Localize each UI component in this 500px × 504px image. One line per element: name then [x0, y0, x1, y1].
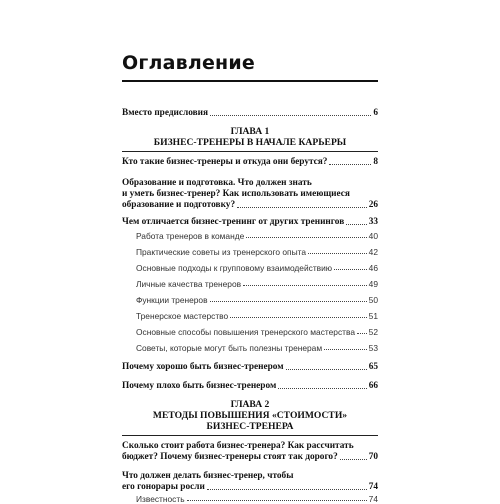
leader-dots: [308, 253, 367, 254]
leader-dots: [357, 333, 367, 334]
toc-entry-text: образование и подготовку?: [122, 200, 236, 210]
toc-entry-text: Почему хорошо быть бизнес-тренером: [122, 362, 284, 372]
toc-page-number: 42: [368, 247, 378, 257]
toc-entry-text: Сколько стоит работа бизнес-тренера? Как рассчитать: [122, 441, 354, 451]
toc-subentry[interactable]: [122, 343, 378, 353]
toc-subentry[interactable]: [122, 247, 378, 257]
toc-page-number: 70: [368, 452, 378, 462]
toc-entry-text: Советы, которые могут быть полезны тренерам: [136, 343, 323, 353]
toc-page-number: 40: [368, 231, 378, 241]
toc-page-number: 50: [368, 295, 378, 305]
toc-subentry[interactable]: [122, 327, 378, 337]
toc-page-number: 74: [368, 482, 378, 492]
toc-page-number: 26: [368, 200, 378, 210]
toc-entry-preface[interactable]: [122, 108, 378, 119]
table-of-contents: [122, 108, 378, 504]
toc-entry-text: Тренерское мастерство: [136, 311, 229, 321]
toc-entry-text: Что должен делать бизнес-тренер, чтобы: [122, 471, 294, 481]
spacer: [122, 168, 378, 178]
toc-entry[interactable]: [122, 362, 378, 373]
toc-entry-text: Работа тренеров в команде: [136, 231, 245, 241]
toc-entry-text: Вместо предисловия: [122, 108, 209, 118]
leader-dots: [210, 301, 367, 302]
toc-page-number: 74: [368, 494, 378, 504]
toc-page-number: 51: [368, 311, 378, 321]
toc-subentry[interactable]: [122, 295, 378, 305]
toc-entry-text: и уметь бизнес-тренер? Как использовать имеющиеся: [122, 189, 350, 199]
leader-dots: [346, 224, 366, 225]
toc-entry[interactable]: [122, 157, 378, 168]
leader-dots: [340, 459, 367, 460]
toc-entry-text: Основные способы повышения тренерского мастерства: [136, 327, 355, 337]
toc-entry[interactable]: [122, 217, 378, 228]
leader-dots: [324, 349, 367, 350]
spacer: [122, 353, 378, 362]
toc-entry-text: Личные качества тренеров: [136, 279, 242, 289]
chapter-2-heading: [122, 399, 378, 432]
toc-page-number: 66: [368, 381, 378, 391]
toc-entry-text: бюджет? Почему бизнес-тренеры стоят так дорого?: [122, 452, 338, 462]
toc-page-number: 46: [368, 263, 378, 273]
toc-entry-text: Чем отличается бизнес-тренинг от других тренингов: [122, 217, 345, 227]
leader-dots: [334, 269, 367, 270]
leader-dots: [286, 369, 367, 370]
spacer: [122, 463, 378, 471]
leader-dots: [230, 317, 366, 318]
toc-entry-multiline[interactable]: [122, 178, 378, 211]
leader-dots: [187, 500, 367, 501]
toc-page-number: 8: [373, 157, 378, 167]
toc-subentry[interactable]: [122, 494, 378, 504]
toc-page-number: 6: [373, 108, 378, 118]
chapter-1-heading: [122, 126, 378, 148]
leader-dots: [278, 388, 366, 389]
leader-dots: [237, 207, 367, 208]
chapter-label: ГЛАВА 2: [230, 399, 270, 410]
toc-entry-text: Практические советы из тренерского опыта: [136, 247, 307, 257]
title-underline: [122, 80, 378, 82]
toc-entry-multiline[interactable]: [122, 471, 378, 493]
leader-dots: [243, 285, 367, 286]
leader-dots: [246, 237, 366, 238]
toc-entry-text: Функции тренеров: [136, 295, 208, 305]
toc-entry-text: его гонорары росли: [122, 482, 205, 492]
toc-subentry[interactable]: [122, 311, 378, 321]
spacer: [122, 373, 378, 381]
chapter-divider: [122, 435, 378, 436]
leader-dots: [207, 489, 367, 490]
leader-dots: [329, 164, 371, 165]
chapter-title: МЕТОДЫ ПОВЫШЕНИЯ «СТОИМОСТИ»: [152, 410, 348, 421]
toc-page-number: 65: [368, 362, 378, 372]
toc-entry-text: Почему плохо быть бизнес-тренером: [122, 381, 277, 391]
toc-page-number: 49: [368, 279, 378, 289]
toc-entry-text: Образование и подготовка. Что должен знать: [122, 178, 312, 188]
leader-dots: [210, 115, 371, 116]
toc-page-number: 33: [368, 217, 378, 227]
chapter-label: ГЛАВА 1: [230, 126, 270, 137]
chapter-divider: [122, 151, 378, 152]
toc-page-number: 52: [368, 327, 378, 337]
chapter-title: БИЗНЕС-ТРЕНЕРА: [206, 421, 294, 432]
toc-entry-text: Известность: [136, 494, 185, 504]
toc-page-number: 53: [368, 343, 378, 353]
toc-entry-text: Основные подходы к групповому взаимодействию: [136, 263, 333, 273]
toc-subentry[interactable]: [122, 263, 378, 273]
toc-entry[interactable]: [122, 381, 378, 392]
toc-entry-multiline[interactable]: [122, 441, 378, 463]
chapter-title: БИЗНЕС-ТРЕНЕРЫ В НАЧАЛЕ КАРЬЕРЫ: [153, 137, 347, 148]
toc-subentry[interactable]: [122, 231, 378, 241]
toc-entry-text: Кто такие бизнес-тренеры и откуда они берутся?: [122, 157, 328, 167]
page-title: Оглавление: [122, 52, 255, 74]
toc-subentries: [122, 231, 378, 353]
toc-subentry[interactable]: [122, 279, 378, 289]
